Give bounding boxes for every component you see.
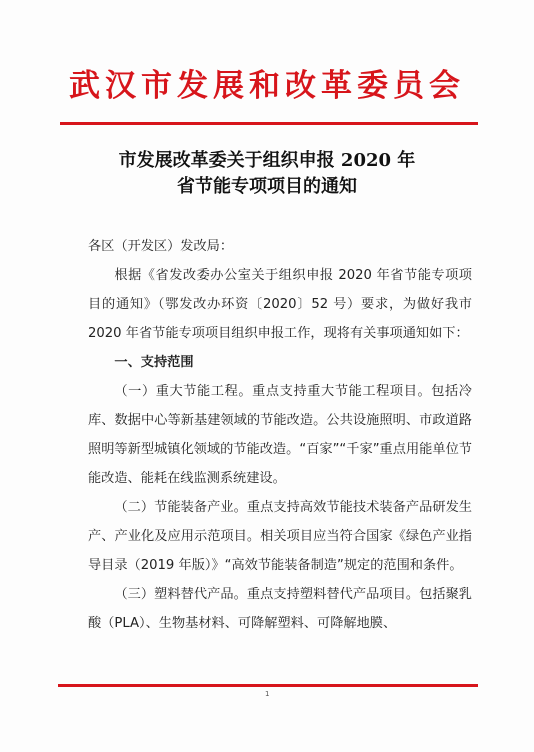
document-title-line-2: 省节能专项项目的通知 [177,176,357,197]
document-title-line-1: 市发展改革委关于组织申报 2020 年 [118,150,416,171]
intro-paragraph: 根据《省发改委办公室关于组织申报 2020 年省节能专项项目的通知》（鄂发改办环资〔2020〕52 号）要求，为做好我市 2020 年省节能专项项目组织申报工作，现将有关事项通知如下： [88,268,472,341]
section-heading-support-scope: 一、支持范围 [114,355,194,370]
item-energy-equipment-industry: （二）节能装备产业。重点支持高效节能技术装备产品研发生产、产业化及应用示范项目。相关项目应当符合国家《绿色产业指导目录（2019 年版）》“高效节能装备制造”规定的范围和条件。 [88,500,472,573]
page-number: 1 [265,690,270,698]
footer-red-rule [58,684,478,687]
item-plastic-substitutes: （三）塑料替代产品。重点支持塑料替代产品项目。包括聚乳酸（PLA）、生物基材料、可降解塑料、可降解地膜、 [88,587,472,631]
masthead-title: 武汉市发展和改革委员会 [69,68,465,104]
document-title [0,148,534,200]
salutation: 各区（开发区）发改局： [88,239,234,254]
masthead-red-rule [60,122,478,125]
document-body [88,232,472,638]
item-major-energy-projects: （一）重大节能工程。重点支持重大节能工程项目。包括冷库、数据中心等新基建领域的节能改造。公共设施照明、市政道路照明等新型城镇化领域的节能改造。“百家”“千家”重点用能单位节能改造、能耗在线监测系统建设。 [88,384,472,486]
